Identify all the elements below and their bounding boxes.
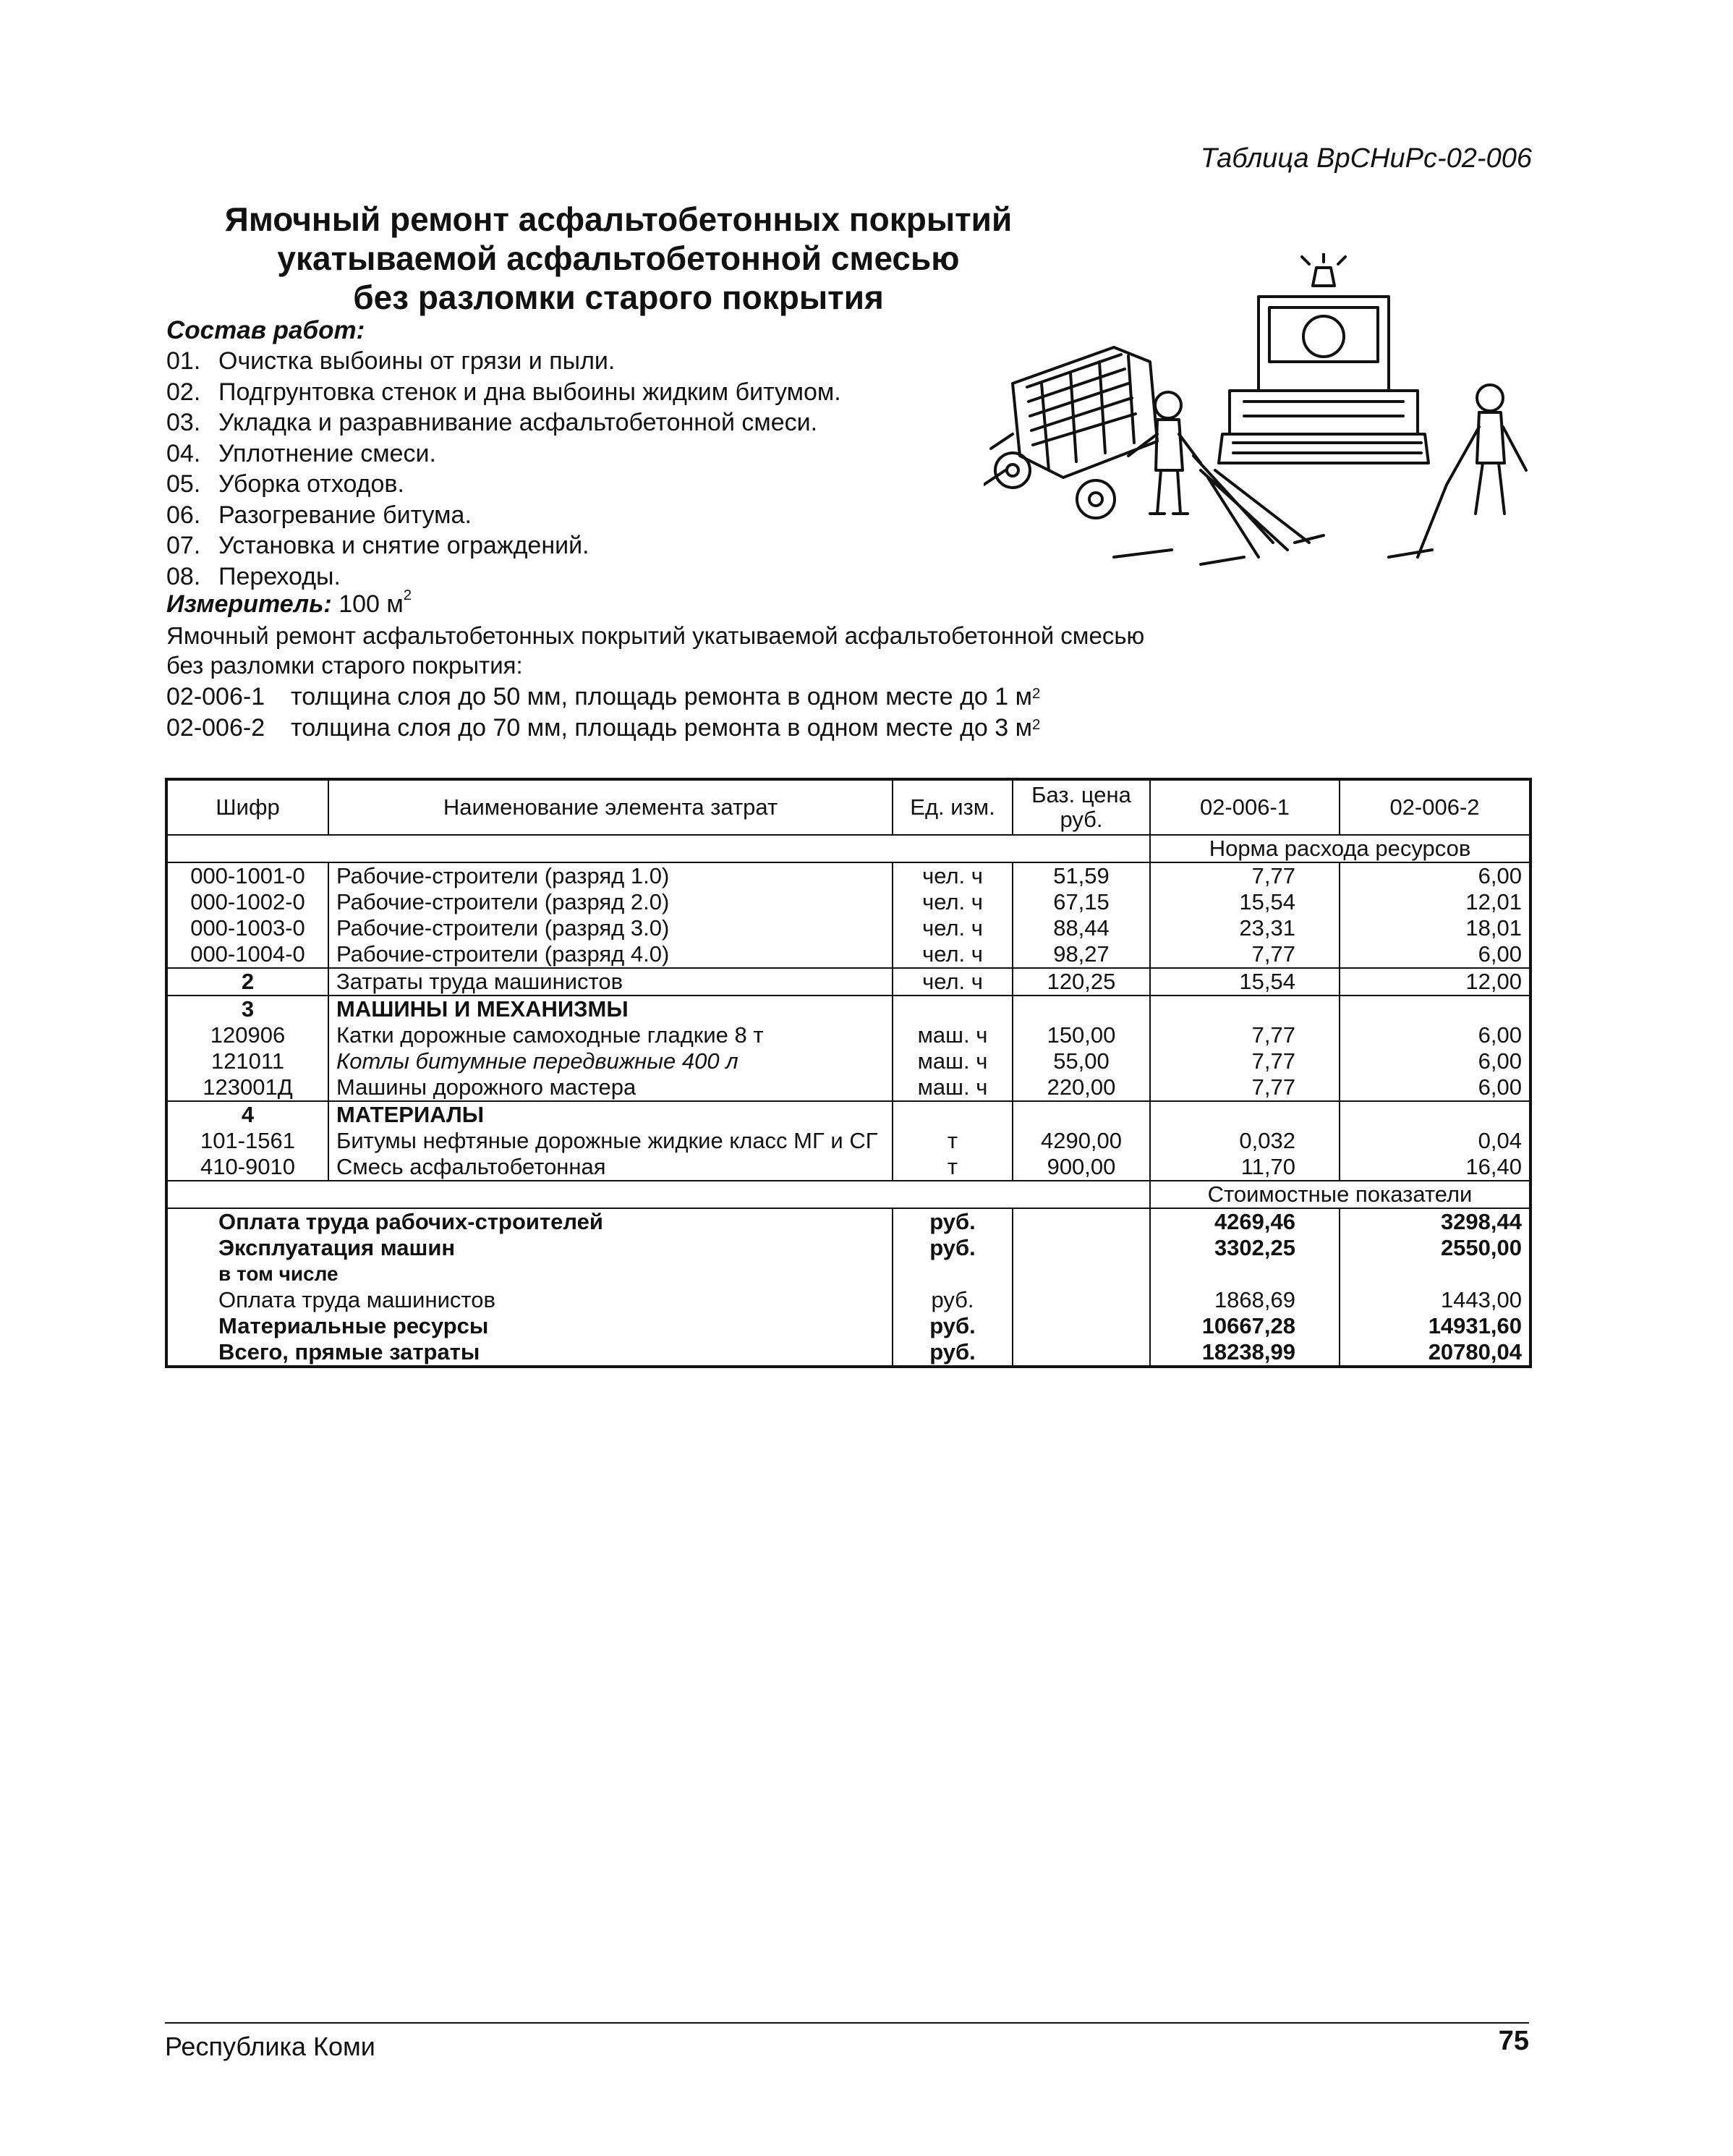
variant-text: толщина слоя до 70 мм, площадь ремонта в одном месте до 3 м xyxy=(291,714,1032,742)
cell-name: МАТЕРИАЛЫ xyxy=(328,1101,893,1128)
cell-v1: 7,77 xyxy=(1150,941,1340,968)
norm-caption: Норма расхода ресурсов xyxy=(1150,835,1530,862)
work-item-number: 06. xyxy=(166,501,201,529)
cell-v1 xyxy=(1150,996,1340,1022)
work-item xyxy=(166,500,841,531)
header-price: Баз. цена руб. xyxy=(1013,779,1150,835)
work-item xyxy=(166,530,841,561)
cell-v1: 11,70 xyxy=(1150,1154,1340,1181)
table-label: Таблица ВрСНиРс-02-006 xyxy=(1200,143,1532,174)
summary-unit: руб. xyxy=(893,1339,1013,1367)
cell-v1: 23,31 xyxy=(1150,915,1340,941)
variant-sup: 2 xyxy=(1032,717,1041,733)
cost-caption: Стоимостные показатели xyxy=(1150,1181,1530,1208)
cell-v2: 6,00 xyxy=(1340,1022,1530,1048)
cell-price: 220,00 xyxy=(1013,1074,1150,1101)
header-variant-2: 02-006-2 xyxy=(1340,779,1530,835)
cell-v2: 6,00 xyxy=(1340,1074,1530,1101)
cell-v2: 16,40 xyxy=(1340,1154,1530,1181)
work-item-number: 08. xyxy=(166,562,201,590)
variant-code: 02-006-1 xyxy=(166,683,265,710)
summary-price xyxy=(1013,1235,1150,1261)
cell-name: МАШИНЫ И МЕХАНИЗМЫ xyxy=(328,996,893,1022)
variant-code: 02-006-2 xyxy=(166,714,265,742)
cell-v2: 0,04 xyxy=(1340,1128,1530,1154)
cell-v1 xyxy=(1150,1101,1340,1128)
summary-row xyxy=(166,1313,1530,1339)
cell-code: 123001Д xyxy=(166,1074,328,1101)
cell-price: 67,15 xyxy=(1013,889,1150,915)
cell-unit: маш. ч xyxy=(893,1022,1013,1048)
asphalt-cart-drawing xyxy=(984,347,1157,518)
description: Ямочный ремонт асфальтобетонных покрытий укатываемой асфальтобетонной смесью без разломки старого покрытия: xyxy=(166,622,1145,679)
work-item xyxy=(166,438,841,470)
cell-name: Смесь асфальтобетонная xyxy=(328,1154,893,1181)
work-item-number: 01. xyxy=(166,347,201,375)
measure-unit xyxy=(166,587,412,619)
caption-spacer xyxy=(166,1181,1150,1208)
summary-v2: 3298,44 xyxy=(1340,1208,1530,1235)
summary-label: Всего, прямые затраты xyxy=(166,1339,893,1367)
cell-code: 3 xyxy=(166,996,328,1022)
table-row xyxy=(166,1022,1530,1048)
summary-label: Оплата труда рабочих-строителей xyxy=(166,1208,893,1235)
cell-code: 2 xyxy=(166,968,328,996)
cell-v2 xyxy=(1340,996,1530,1022)
work-item-text: Уплотнение смеси. xyxy=(218,439,436,467)
cell-v1: 7,77 xyxy=(1150,1074,1340,1101)
cell-unit: чел. ч xyxy=(893,889,1013,915)
summary-v2: 14931,60 xyxy=(1340,1313,1530,1339)
cost-table xyxy=(165,778,1532,1368)
cell-name: Машины дорожного мастера xyxy=(328,1074,893,1101)
cell-code: 000-1002-0 xyxy=(166,889,328,915)
cell-v2: 18,01 xyxy=(1340,915,1530,941)
summary-v1: 3302,25 xyxy=(1150,1235,1340,1261)
summary-v1: 4269,46 xyxy=(1150,1208,1340,1235)
cell-name: Затраты труда машинистов xyxy=(328,968,893,996)
variant-item xyxy=(166,713,1040,744)
cell-price: 4290,00 xyxy=(1013,1128,1150,1154)
cell-unit: чел. ч xyxy=(893,941,1013,968)
work-item-text: Подгрунтовка стенок и дна выбоины жидким битумом. xyxy=(218,378,841,406)
summary-label: Материальные ресурсы xyxy=(166,1313,893,1339)
cell-code: 000-1003-0 xyxy=(166,915,328,941)
table-row xyxy=(166,915,1530,941)
title-line-3: без разломки старого покрытия xyxy=(353,279,884,316)
cell-price: 150,00 xyxy=(1013,1022,1150,1048)
work-item xyxy=(166,469,841,500)
work-item-text: Разогревание битума. xyxy=(218,501,472,529)
cell-v1: 0,032 xyxy=(1150,1128,1340,1154)
work-item-text: Уборка отходов. xyxy=(218,470,404,498)
work-item-text: Переходы. xyxy=(218,562,341,590)
cell-code: 101-1561 xyxy=(166,1128,328,1154)
cell-v2: 12,01 xyxy=(1340,889,1530,915)
worker-drawing-2 xyxy=(1418,385,1526,557)
summary-v2: 2550,00 xyxy=(1340,1235,1530,1261)
summary-price xyxy=(1013,1339,1150,1367)
summary-price xyxy=(1013,1261,1150,1287)
title-line-2: укатываемой асфальтобетонной смесью xyxy=(277,239,960,277)
table-row xyxy=(166,1074,1530,1101)
header-variant-1: 02-006-1 xyxy=(1150,779,1340,835)
cell-v1: 7,77 xyxy=(1150,1048,1340,1074)
cell-name: Катки дорожные самоходные гладкие 8 т xyxy=(328,1022,893,1048)
work-item-number: 02. xyxy=(166,378,201,406)
summary-v2 xyxy=(1340,1261,1530,1287)
table-row xyxy=(166,862,1530,889)
table-row xyxy=(166,1048,1530,1074)
measure-sup: 2 xyxy=(403,587,412,603)
cell-unit: т xyxy=(893,1128,1013,1154)
table-section-row xyxy=(166,1101,1530,1128)
summary-v1: 10667,28 xyxy=(1150,1313,1340,1339)
title-line-1: Ямочный ремонт асфальтобетонных покрытий xyxy=(224,200,1013,238)
table-section-row xyxy=(166,996,1530,1022)
work-item xyxy=(166,377,841,408)
cell-unit: маш. ч xyxy=(893,1074,1013,1101)
measure-label: Измеритель: xyxy=(166,590,332,618)
summary-price xyxy=(1013,1313,1150,1339)
summary-unit: руб. xyxy=(893,1313,1013,1339)
footer-region: Республика Коми xyxy=(165,2032,375,2061)
cell-v2 xyxy=(1340,1101,1530,1128)
summary-unit xyxy=(893,1261,1013,1287)
cell-name: Рабочие-строители (разряд 4.0) xyxy=(328,941,893,968)
cell-unit: т xyxy=(893,1154,1013,1181)
cell-v1: 15,54 xyxy=(1150,889,1340,915)
cell-v2: 6,00 xyxy=(1340,1048,1530,1074)
header-unit: Ед. изм. xyxy=(893,779,1013,835)
cell-v1: 7,77 xyxy=(1150,862,1340,889)
work-item-number: 03. xyxy=(166,409,201,436)
cost-caption-row xyxy=(166,1181,1530,1208)
work-composition-heading: Состав работ: xyxy=(166,316,365,344)
cell-price: 55,00 xyxy=(1013,1048,1150,1074)
cell-name: Рабочие-строители (разряд 3.0) xyxy=(328,915,893,941)
header-code: Шифр xyxy=(166,779,328,835)
summary-v2: 20780,04 xyxy=(1340,1339,1530,1367)
summary-label: Оплата труда машинистов xyxy=(166,1287,893,1313)
cell-name: Котлы битумные передвижные 400 л xyxy=(328,1048,893,1074)
cell-unit xyxy=(893,996,1013,1022)
work-item xyxy=(166,561,841,593)
cell-unit: чел. ч xyxy=(893,862,1013,889)
work-composition-list xyxy=(166,346,841,592)
summary-unit: руб. xyxy=(893,1287,1013,1313)
cell-unit xyxy=(893,1101,1013,1128)
cell-unit: маш. ч xyxy=(893,1048,1013,1074)
work-item-text: Очистка выбоины от грязи и пыли. xyxy=(218,347,616,375)
table-row xyxy=(166,1154,1530,1181)
summary-v1 xyxy=(1150,1261,1340,1287)
table-row xyxy=(166,1128,1530,1154)
cell-name: Рабочие-строители (разряд 2.0) xyxy=(328,889,893,915)
header-name: Наименование элемента затрат xyxy=(328,779,893,835)
table-row xyxy=(166,941,1530,968)
variant-text: толщина слоя до 50 мм, площадь ремонта в одном месте до 1 м xyxy=(291,683,1032,710)
cell-price: 88,44 xyxy=(1013,915,1150,941)
summary-price xyxy=(1013,1208,1150,1235)
cell-code: 410-9010 xyxy=(166,1154,328,1181)
summary-row xyxy=(166,1287,1530,1313)
summary-v1: 1868,69 xyxy=(1150,1287,1340,1313)
cell-price xyxy=(1013,996,1150,1022)
variants-list xyxy=(166,682,1040,744)
cell-price: 900,00 xyxy=(1013,1154,1150,1181)
work-item-number: 07. xyxy=(166,532,201,559)
work-item-number: 04. xyxy=(166,439,201,467)
summary-unit: руб. xyxy=(893,1208,1013,1235)
summary-price xyxy=(1013,1287,1150,1313)
cell-code: 4 xyxy=(166,1101,328,1128)
work-item-text: Установка и снятие ограждений. xyxy=(218,532,589,559)
cell-code: 000-1001-0 xyxy=(166,862,328,889)
cell-price xyxy=(1013,1101,1150,1128)
cell-code: 120906 xyxy=(166,1022,328,1048)
cell-price: 120,25 xyxy=(1013,968,1150,996)
cell-v1: 15,54 xyxy=(1150,968,1340,996)
summary-v1: 18238,99 xyxy=(1150,1339,1340,1367)
work-item-number: 05. xyxy=(166,470,201,498)
summary-row xyxy=(166,1208,1530,1235)
cell-v1: 7,77 xyxy=(1150,1022,1340,1048)
cell-v2: 6,00 xyxy=(1340,941,1530,968)
measure-value: 100 м xyxy=(338,590,404,618)
cell-v2: 12,00 xyxy=(1340,968,1530,996)
cell-unit: чел. ч xyxy=(893,968,1013,996)
summary-label: Эксплуатация машин xyxy=(166,1235,893,1261)
summary-label: в том числе xyxy=(166,1261,893,1287)
variant-item xyxy=(166,682,1040,713)
page-title xyxy=(174,200,1063,317)
table-row xyxy=(166,889,1530,915)
table-header-row xyxy=(166,779,1530,835)
road-roller-drawing xyxy=(1219,253,1428,463)
cell-name: Рабочие-строители (разряд 1.0) xyxy=(328,862,893,889)
footer-divider xyxy=(165,2022,1529,2024)
variant-sup: 2 xyxy=(1032,686,1041,702)
table-row xyxy=(166,968,1530,996)
norm-caption-row xyxy=(166,835,1530,862)
summary-unit: руб. xyxy=(893,1235,1013,1261)
road-repair-illustration xyxy=(984,253,1533,579)
summary-row xyxy=(166,1339,1530,1367)
work-item xyxy=(166,346,841,377)
summary-v2: 1443,00 xyxy=(1340,1287,1530,1313)
cell-price: 51,59 xyxy=(1013,862,1150,889)
cell-v2: 6,00 xyxy=(1340,862,1530,889)
caption-spacer xyxy=(166,835,1150,862)
cell-price: 98,27 xyxy=(1013,941,1150,968)
work-item xyxy=(166,407,841,438)
cell-code: 121011 xyxy=(166,1048,328,1074)
summary-row xyxy=(166,1235,1530,1261)
cell-unit: чел. ч xyxy=(893,915,1013,941)
cell-name: Битумы нефтяные дорожные жидкие класс МГ и СГ xyxy=(328,1128,893,1154)
page-number: 75 xyxy=(1498,2026,1529,2056)
ground-lines xyxy=(1114,535,1432,564)
cell-code: 000-1004-0 xyxy=(166,941,328,968)
work-item-text: Укладка и разравнивание асфальтобетонной смеси. xyxy=(218,409,818,436)
summary-row xyxy=(166,1261,1530,1287)
